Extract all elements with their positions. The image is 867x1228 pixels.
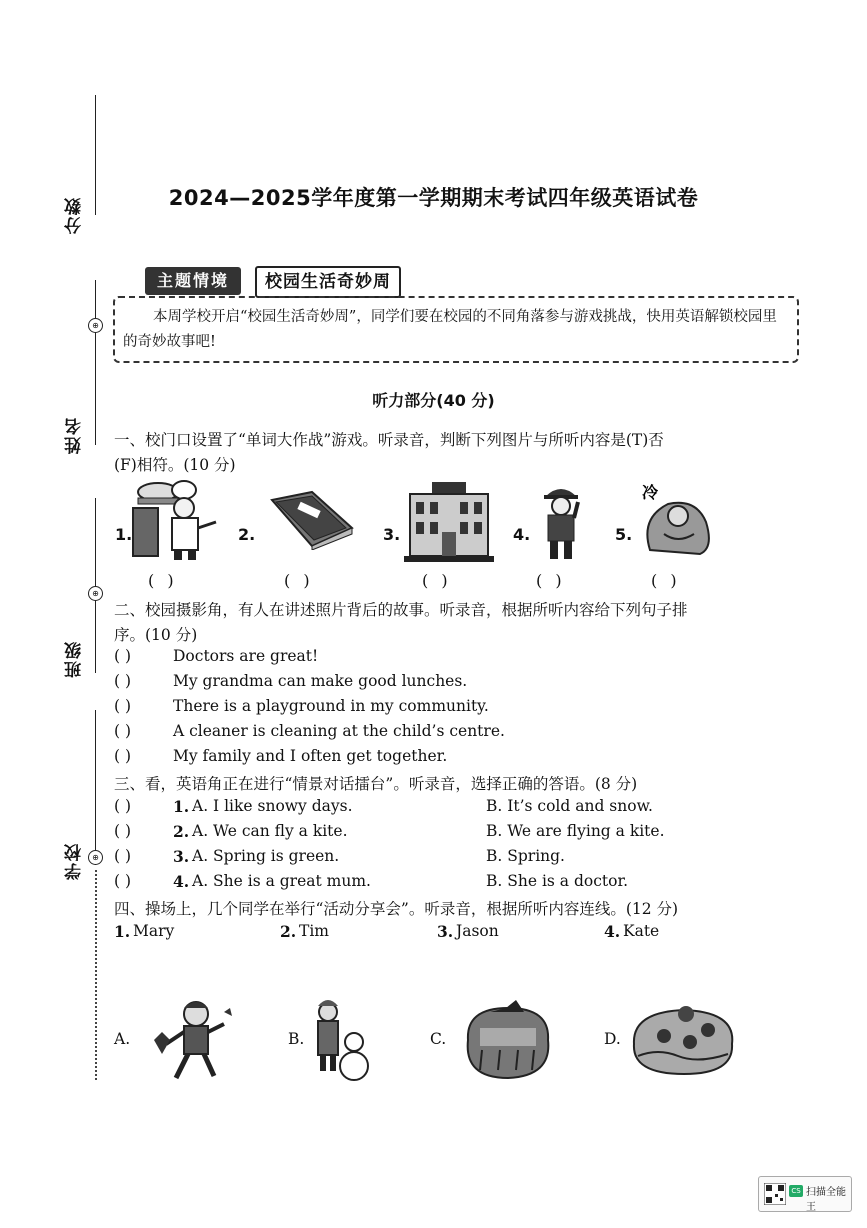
score-label: 分数 xyxy=(65,196,85,234)
class-label: 班级 xyxy=(65,640,85,678)
scanner-watermark xyxy=(758,1176,852,1212)
sentence: My grandma can make good lunches. xyxy=(173,672,468,690)
part2-instruction: 二、校园摄影角，有人在讲述照片背后的故事。听录音，根据所听内容给下列句子排 xyxy=(114,601,688,619)
qr-code-icon xyxy=(764,1183,786,1205)
question-number: 2. xyxy=(173,822,190,841)
option-a: A. We can fly a kite. xyxy=(192,822,348,840)
item-number: 2. xyxy=(238,525,256,544)
student-name: Kate xyxy=(623,922,660,940)
name-label: 姓名 xyxy=(65,416,85,454)
sentence: A cleaner is cleaning at the child’s centre. xyxy=(173,722,505,740)
rainy-scene-icon xyxy=(462,1000,554,1082)
option-b: B. We are flying a kite. xyxy=(486,822,665,840)
item-number: 1. xyxy=(115,525,133,544)
student-name: Mary xyxy=(133,922,175,940)
picture-label: D. xyxy=(604,1030,621,1048)
student-name: Tim xyxy=(299,922,329,940)
answer-blank[interactable]: ( ) xyxy=(148,571,178,590)
seal-mark-icon: ⊕ xyxy=(88,586,103,601)
choice-blank[interactable]: ( ) xyxy=(114,822,132,840)
theme-title: 校园生活奇妙周 xyxy=(255,266,401,298)
picture-label: C. xyxy=(430,1030,447,1048)
binding-line xyxy=(95,710,96,865)
order-blank[interactable]: ( ) xyxy=(114,747,132,765)
picture-label: B. xyxy=(288,1030,305,1048)
choice-blank[interactable]: ( ) xyxy=(114,797,132,815)
option-a: A. Spring is green. xyxy=(192,847,340,865)
option-b: B. It’s cold and snow. xyxy=(486,797,653,815)
part3-instruction: 三、看，英语角正在进行“情景对话擂台”。听录音，选择正确的答语。(8 分) xyxy=(114,775,638,793)
svg-text:冷: 冷 xyxy=(642,483,659,502)
answer-blank[interactable]: ( ) xyxy=(536,571,566,590)
binding-line xyxy=(95,280,96,445)
answer-blank[interactable]: ( ) xyxy=(284,571,314,590)
scanner-label: 扫描全能王 xyxy=(806,1187,846,1213)
order-blank[interactable]: ( ) xyxy=(114,697,132,715)
name-number: 3. xyxy=(437,922,454,941)
building-icon xyxy=(400,478,498,564)
option-a: A. She is a great mum. xyxy=(192,872,371,890)
cold-person-icon xyxy=(634,478,716,560)
app-logo-icon: CS xyxy=(789,1185,803,1197)
answer-blank[interactable]: ( ) xyxy=(422,571,452,590)
item-number: 5. xyxy=(615,525,633,544)
police-officer-icon xyxy=(538,482,584,562)
option-b: B. She is a doctor. xyxy=(486,872,629,890)
theme-tag: 主题情境 xyxy=(145,267,241,295)
part1-instruction-cont: (F)相符。(10 分) xyxy=(114,456,236,474)
autumn-boy-icon xyxy=(150,996,240,1086)
swimming-scene-icon xyxy=(628,1000,738,1078)
part2-instruction-cont: 序。(10 分) xyxy=(114,626,198,644)
intro-text: 本周学校开启“校园生活奇妙周”，同学们要在校园的不同角落参与游戏挑战，快用英语解锁校园里的奇妙故事吧! xyxy=(123,309,777,350)
name-number: 4. xyxy=(604,922,621,941)
answer-blank[interactable]: ( ) xyxy=(651,571,681,590)
listening-section-header: 听力部分(40 分) xyxy=(372,391,495,410)
book-icon xyxy=(268,488,354,550)
option-b: B. Spring. xyxy=(486,847,565,865)
choice-blank[interactable]: ( ) xyxy=(114,872,132,890)
item-number: 4. xyxy=(513,525,531,544)
question-number: 3. xyxy=(173,847,190,866)
question-number: 4. xyxy=(173,872,190,891)
snowman-icon xyxy=(310,996,372,1082)
school-label: 学校 xyxy=(65,842,85,880)
seal-mark-icon: ⊕ xyxy=(88,850,103,865)
sentence: There is a playground in my community. xyxy=(173,697,489,715)
choice-blank[interactable]: ( ) xyxy=(114,847,132,865)
order-blank[interactable]: ( ) xyxy=(114,672,132,690)
part1-instruction: 一、校门口设置了“单词大作战”游戏。听录音，判断下列图片与所听内容是(T)否 xyxy=(114,431,664,449)
order-blank[interactable]: ( ) xyxy=(114,647,132,665)
sentence: My family and I often get together. xyxy=(173,747,448,765)
item-number: 3. xyxy=(383,525,401,544)
seal-mark-icon: ⊕ xyxy=(88,318,103,333)
dotted-cut-line xyxy=(95,870,97,1080)
picture-label: A. xyxy=(114,1030,131,1048)
chef-icon xyxy=(128,478,220,560)
exam-title: 2024—2025学年度第一学期期末考试四年级英语试卷 xyxy=(168,186,699,210)
question-number: 1. xyxy=(173,797,190,816)
order-blank[interactable]: ( ) xyxy=(114,722,132,740)
student-name: Jason xyxy=(456,922,499,940)
name-number: 1. xyxy=(114,922,131,941)
part4-instruction: 四、操场上，几个同学在举行“活动分享会”。听录音，根据所听内容连线。(12 分) xyxy=(114,900,679,918)
sentence: Doctors are great! xyxy=(173,647,319,665)
option-a: A. I like snowy days. xyxy=(192,797,353,815)
name-number: 2. xyxy=(280,922,297,941)
